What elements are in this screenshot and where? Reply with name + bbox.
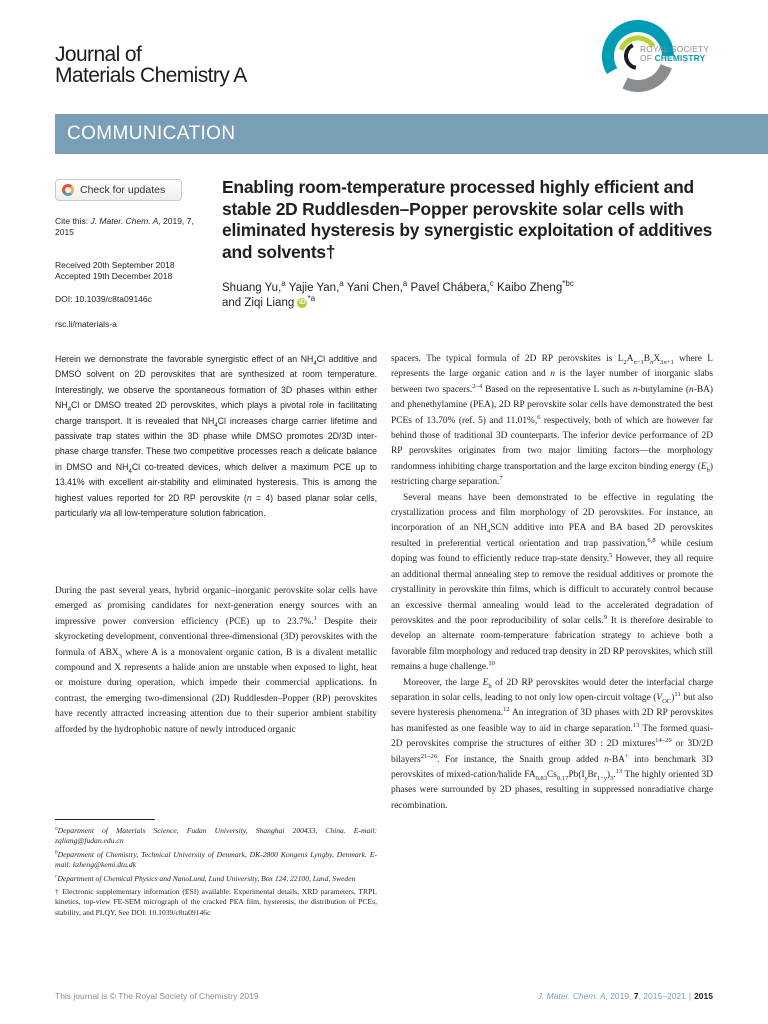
rsc-logo-line2 [640,54,709,63]
citation-journal: J. Mater. Chem. A [90,216,159,226]
received-date: Received 20th September 2018 [55,260,175,270]
citation-details: , 2019, 7, 2015 [55,216,194,237]
article-title: Enabling room-temperature processed highly efficient and stable 2D Ruddlesden–Popper perovskite solar cells with eliminated hysteresis by synergistic exploitation of additives and solvents† [222,177,713,262]
journal-title-line1: Journal of [55,43,142,66]
orcid-icon[interactable]: iD [298,298,306,306]
journal-title [55,44,247,86]
journal-url-link[interactable]: rsc.li/materials-a [55,319,117,329]
affiliation-mark: a [339,279,344,289]
footer-pages: , 2015–2021 [638,991,686,1001]
author-chen[interactable]: Yani Chen, [346,282,403,294]
rsc-logo-of: OF [640,53,655,63]
author-yan[interactable]: Yajie Yan, [288,282,340,294]
abstract: Herein we demonstrate the favorable synergistic effect of an $NH_4Cl$ additive and DMSO solvent on 2D perovskites that are synthesized at room temperature. Interestingly, we observe the spontaneous formation of 3D phases within either $NH_4Cl$ or DMSO treated 2D perovskites, which plays a pivotal role in facilitating charge transport. It is revealed that $NH_4Cl$ increases charge carrier lifetime and passivate trap states within the 3D phase while DMSO promotes 2D/3D inter-phase charge transfer. These two competitive processes reach a delicate balance in DMSO and $NH_4Cl$ co-treated devices, which deliver a maximum PCE up to 13.41% with excellent air-stability and eliminated hysteresis. This is among the highest values reported for 2D RP perovskite (n = 4) based planar solar cells, particularly via all low-temperature solution fabrication. [55,354,378,519]
footer-volume: 7 [633,991,639,1001]
footnote-affiliation-b: $^b$Department of Chemistry, Technical University of Denmark, DK-2800 Kongens Lyngby, Denmark. E-mail: kzheng@kemi.dtu.dk [55,849,377,870]
paragraph-spacers: spacers. The typical formula of 2D RP perovskites is $L_2A_{n-1}B_nX_{3n+1}$ where L represents the large organic cation and n is the layer number of inorganic slabs between two spacers.$^{2-4}$ Based on the representative L such as n-butylamine (n-BA) and phenethylamine (PEA), 2D RP perovskite solar cells have demonstrated the best PCEs of 13.70% (ref. 5) and 11.01%,$^6$ respectively, both of which are however far behind those of traditional 3D counterparts. The inferior device performance of 2D RP perovskites originates from two major limiting factors—the morphology randomness inhibiting charge transportation and the large exciton binding energy $(E_b)$ restricting charge separation.$^7$ [391,354,713,488]
author-yu[interactable]: Shuang Yu, [222,282,282,294]
body-text-right-column [391,352,713,814]
author-line-2 [222,296,672,311]
doi-link[interactable]: DOI: 10.1039/c8ta09146c [55,294,152,304]
affiliation-mark: a [402,279,408,289]
citation [55,216,200,238]
affiliation-mark: *bc [562,279,574,289]
footer-divider: | [688,991,692,1001]
accepted-date: Accepted 19th December 2018 [55,271,173,281]
author-line-1 [222,281,672,296]
article-type-label: COMMUNICATION [67,123,236,144]
rsc-logo-line1: ROYAL SOCIETY [640,44,710,54]
footnote-esi: † Electronic supplementary information (ESI) available: Experimental details, XRD parameters, TRPL kinetics, top-view FE-SEM micrograph of the cracked PEA film, hysteresis, the distribution of PCEs, stability, and PLQY. See DOI: 10.1039/c8ta09146c [55,887,377,917]
affiliation-mark: c [489,279,494,289]
crossmark-icon [62,184,74,196]
body-text-left-column: During the past several years, hybrid organic–inorganic perovskite solar cells have emerged as promising candidates for next-generation energy sources with an impressive power conversion efficiency (PCE) up to 23.7%.$^1$ Despite their skyrocketing development, conventional three-dimensional (3D) perovskites with the formula of $ABX_3$ where A is a monovalent organic cation, B is a divalent metallic compound and X represents a halide anion are unstable when exposed to light, heat or moisture during operation, which impede their commercial applications. In contrast, the emerging two-dimensional (2D) Ruddlesden–Popper (RP) perovskites have recently attracted increasing attention due to their superior ambient stability afforded by the hydrophobic nature of newly introduced organic [55,586,377,735]
page-number: 2015 [694,991,713,1001]
footer-year: , 2019, [605,991,634,1001]
page-footer [520,991,713,1001]
footer-journal: J. Mater. Chem. A [537,991,606,1001]
affiliation-mark: a [281,279,286,289]
footnote-separator [55,819,155,820]
article-type-banner [55,114,768,154]
rsc-logo-chemistry: CHEMISTRY [654,53,706,63]
author-chabera[interactable]: Pavel Chábera, [410,282,490,294]
author-liang[interactable]: and Ziqi Liang [222,297,295,309]
journal-title-line2: Materials Chemistry A [55,64,247,87]
paragraph-means: Several means have been demonstrated to be effective in regulating the crystallization process and film morphology of 2D perovskites. For instance, an incorporation of an $NH_4SCN$ additive into PEA and BA based 2D perovskites resulted in preferential vertical orientation and trap passivation,$^{6,8}$ while cesium doping was found to efficiently reduce trap-state density.$^5$ However, they all require an additional thermal annealing step to remove the residual additives or promote the crystallinity in perovskite thin films, which is difficult to accurately control because an excessive thermal annealing would lead to the accelerated degradation of perovskites and the poor reproducibility of solar cells.$^9$ It is therefore desirable to develop an alternate room-temperature fabrication strategy to achieve both a favorable film morphology and reduced trap density in 2D RP perovskites, which still remains a huge challenge.$^{10}$ [391,492,714,673]
footnote-affiliation-a: $^a$Department of Materials Science, Fudan University, Shanghai 200433, China. E-mail: zqliang@fudan.edu.cn [55,825,377,846]
paragraph-moreover: Moreover, the large $E_b$ of 2D RP perovskites would deter the interfacial charge separation in solar cells, leading to not only low open-circuit voltage $(V_{OC})^{11}$ but also severe hysteresis phenomena.$^{12}$ An integration of 3D phases with 2D RP perovskites has manifested as one feasible way to aid in charge separation.$^{13}$ The formed quasi-2D perovskites comprise the structures of either 3D : 2D mixtures$^{14-20}$ or 3D/2D bilayers$^{21-26}$. For instance, the Snaith group added n-BA+ into benchmark 3D perovskites of mixed-cation/halide $FA_{0.83}Cs_{0.17}Pb(I_yBr_{1-y})_3.^{13}$ The highly oriented 3D phases were surrounded by 2D phases, resulting in suppressed nonradiative charge recombination. [391,677,714,811]
footnotes [55,826,377,921]
copyright-footer: This journal is © The Royal Society of Chemistry 2019 [55,991,259,1001]
check-for-updates-button[interactable] [55,179,182,201]
footnote-affiliation-c: $^c$Department of Chemical Physics and NanoLund, Lund University, Box 124, 22100, Lund, Sweden [55,873,356,883]
rsc-logo-text [640,45,709,63]
check-for-updates-label: Check for updates [80,184,166,196]
affiliation-mark: *a [307,294,316,304]
author-zheng[interactable]: Kaibo Zheng [497,282,563,294]
citation-prefix: Cite this: [55,216,91,226]
author-list [222,281,672,311]
